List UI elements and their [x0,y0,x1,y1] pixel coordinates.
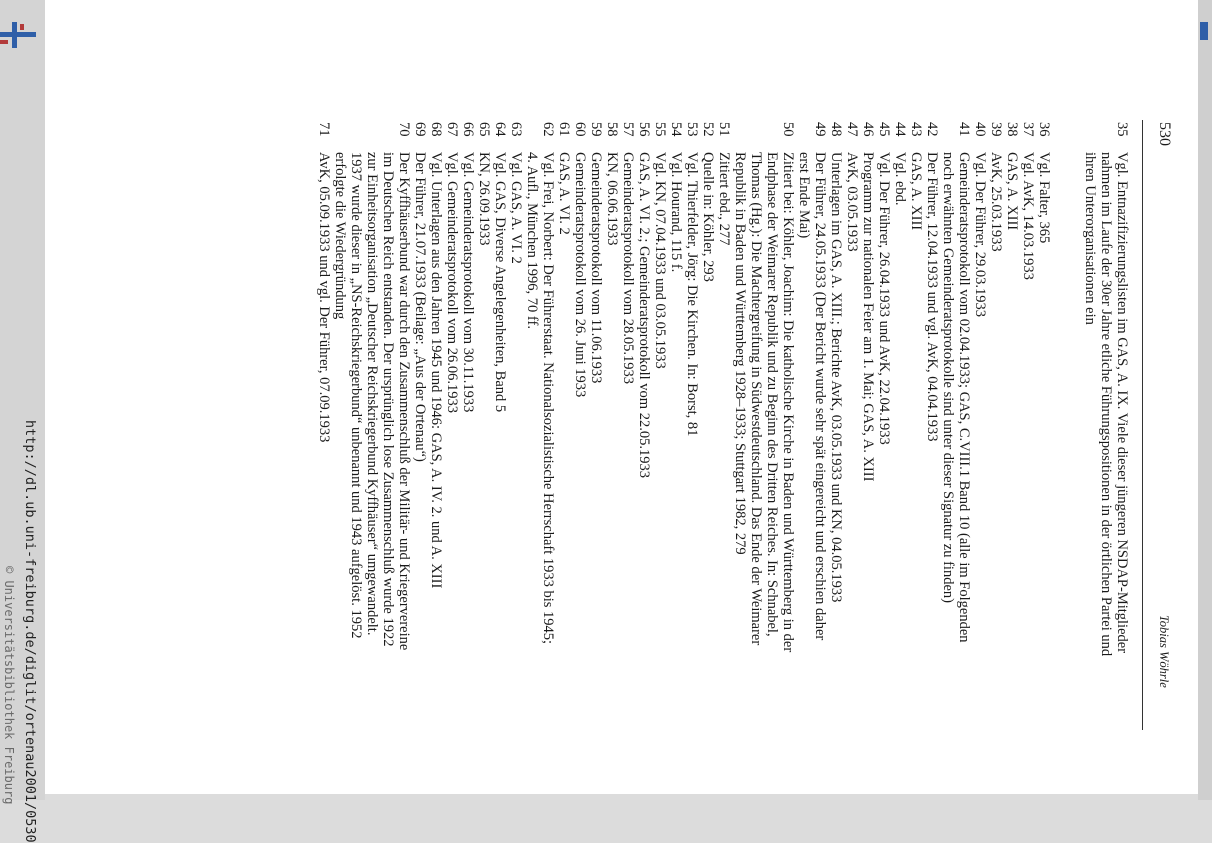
footnote-number: 40 [972,122,988,137]
footnote-line: Unterlagen im GAS, A. XIII.; Berichte AvK, 03.05.1933 und KN, 04.05.1933 [828,152,844,603]
footnote-line: Gemeinderatsprotokoll vom 28.05.1933 [620,152,636,384]
footnote-line: Vgl. Frei, Norbert: Der Führerstaat. Nationalsozialistische Herrschaft 1933 bis 1945; [540,152,556,645]
footnote-line: Vgl. GAS, Diverse Angelegenheiten, Band 5 [492,152,508,413]
footnote-line: ihren Unterorganisationen ein [1082,152,1098,325]
footnote-number: 53 [684,122,700,137]
footnote-line: Vgl. Der Führer, 26.04.1933 und AvK, 22.04.1933 [876,152,892,445]
footnote-line: Vgl. Thierfelder, Jörg: Die Kirchen. In: Borst, 81 [684,152,700,437]
digital-library-url[interactable]: http://dl.ub.uni-freiburg.de/diglit/ortenau2001/0530 [22,420,38,843]
footnote-number: 50 [780,122,796,137]
footnote-line: AvK, 25.03.1933 [988,152,1004,252]
footnote-line: erst Ende Mai) [796,152,812,239]
footnote-number: 60 [572,122,588,137]
running-head: Tobias Wöhrle [1157,615,1171,688]
right-margin-strip [1198,0,1212,800]
footnote-number: 49 [812,122,828,137]
footnote-number: 51 [716,122,732,137]
footnote-number: 48 [828,122,844,137]
colorbar-target-icon-right [1200,22,1208,40]
footnote-number: 69 [412,122,428,137]
footnote-number: 63 [508,122,524,137]
footnote-number: 62 [540,122,556,137]
footnote-line: Der Führer, 21.07.1933 (Beilage: „Aus der Ortenau“) [412,152,428,462]
page-number: 530 [1156,122,1173,146]
footnote-number: 43 [908,122,924,137]
footnote-number: 58 [604,122,620,137]
footnote-line: Vgl. Der Führer, 29.03.1933 [972,152,988,317]
footnote-line: GAS, A. XIII [1004,152,1020,231]
footnote-line: KN, 06.06.1933 [604,152,620,246]
footnote-number: 39 [988,122,1004,137]
footnote-line: AvK, 03.05.1933 [844,152,860,252]
footnote-line: Vgl. Gemeinderatsprotokoll vom 26.06.1933 [444,152,460,413]
footnote-line: KN, 26.09.1933 [476,152,492,246]
footnote-line: Programm zur nationalen Feier am 1. Mai; GAS, A. XIII [860,152,876,482]
footnote-line: 1937 wurde dieser in „NS-Reichskriegerbund“ unbenannt und 1943 aufgelöst. 1952 [348,152,364,639]
footnote-line: Endphase der Weimarer Republik und zu Beginn des Dritten Reiches. In: Schnabel, [764,152,780,637]
footnote-line: Thomas (Hg.): Die Machtergreifung in Südwestdeutschland. Das Ende der Weimarer [748,152,764,646]
footnote-number: 59 [588,122,604,137]
footnote-line: Quelle in: Köhler, 293 [700,152,716,282]
footnote-number: 67 [444,122,460,137]
footnote-number: 71 [316,122,332,137]
footnote-line: GAS, A. VI. 2 [556,152,572,235]
header-rule [1142,120,1143,730]
footnote-number: 64 [492,122,508,137]
footnote-line: erfolgte die Wiedergründung [332,152,348,320]
footnote-line: Der Führer, 24.05.1933 (Der Bericht wurde sehr spät eingereicht und erschien daher [812,152,828,641]
footnote-line: im Deutschen Reich entstanden. Der ursprünglich lose Zusammenschluß wurde 1922 [380,152,396,647]
footnote-number: 54 [668,122,684,137]
footnote-number: 70 [396,122,412,137]
footnote-line: Vgl. GAS, A. VI. 2 [508,152,524,264]
copyright-line: © Universitätsbibliothek Freiburg [2,566,16,805]
footnote-line: Republik in Baden und Württemberg 1928–1933; Stuttgart 1982, 279 [732,152,748,555]
footnote-line: Vgl. Gemeinderatsprotokoll vom 30.11.1933 [460,152,476,413]
footnote-line: GAS, A. VI. 2.; Gemeinderatsprotokoll vom 22.05.1933 [636,152,652,478]
footnote-line: Zitiert bei: Köhler, Joachim: Die katholische Kirche in Baden und Württemberg in der [780,152,796,653]
footnote-line: Vgl. KN, 07.04.1933 und 03.05.1933 [652,152,668,369]
footnote-number: 35 [1114,122,1130,137]
footnote-line: Der Kyffhäuserbund war durch den Zusammenschluß der Militär- und Kriegervereine [396,152,412,651]
footnote-line: Gemeinderatsprotokoll vom 26. Juni 1933 [572,152,588,398]
footnote-number: 55 [652,122,668,137]
footnote-number: 38 [1004,122,1020,137]
footnote-line: Vgl. Hourand, 115 f. [668,152,684,273]
colorbar-target-icon [0,22,36,48]
footnote-number: 66 [460,122,476,137]
footnote-line: zur Einheitsorganisation „Deutscher Reichskriegerbund Kyffhäuser“ umgewandelt. [364,152,380,636]
footnote-number: 44 [892,122,908,137]
footnote-number: 37 [1020,122,1036,137]
footnote-number: 65 [476,122,492,137]
footnote-line: Vgl. ebd. [892,152,908,206]
footnote-number: 61 [556,122,572,137]
footnote-number: 47 [844,122,860,137]
footnote-line: Vgl. AvK, 14.03.1933 [1020,152,1036,280]
footnote-line: Der Führer, 12.04.1933 und vgl. AvK, 04.04.1933 [924,152,940,442]
footnote-number: 41 [956,122,972,137]
footnote-number: 45 [876,122,892,137]
footnote-line: Zitiert ebd., 277 [716,152,732,246]
footnote-line: Vgl. Entnazifizierungslisten im GAS, A. IX. Viele dieser jüngeren NSDAP-Mitglieder [1114,152,1130,654]
footnote-line: AvK, 05.09.1933 und vgl. Der Führer, 07.09.1933 [316,152,332,443]
scanned-page [45,0,1198,794]
footnote-number: 46 [860,122,876,137]
footnote-number: 52 [700,122,716,137]
footnote-line: Vgl. Unterlagen aus den Jahren 1945 und 1946: GAS, A. IV. 2. und A. XIII [428,152,444,589]
footnote-line: nahmen im Laufe der 30er Jahre etliche Führungspositionen in der örtlichen Partei und [1098,152,1114,657]
footnote-line: noch erwähnten Gemeinderatsprotokolle sind unter dieser Signatur zu finden) [940,152,956,603]
footnote-line: GAS, A. XIII [908,152,924,231]
footnote-line: Vgl. Falter, 365 [1036,152,1052,244]
footnote-line: Gemeinderatsprotokoll vom 11.06.1933 [588,152,604,384]
footnote-number: 36 [1036,122,1052,137]
footnote-number: 57 [620,122,636,137]
footnote-number: 56 [636,122,652,137]
footnote-number: 42 [924,122,940,137]
footnote-line: 4. Aufl., München 1996, 70 ff. [524,152,540,329]
footnote-line: Gemeinderatsprotokoll vom 02.04.1933; GAS, C.VIII.1 Band 10 (alle im Folgenden [956,152,972,643]
footnote-number: 68 [428,122,444,137]
